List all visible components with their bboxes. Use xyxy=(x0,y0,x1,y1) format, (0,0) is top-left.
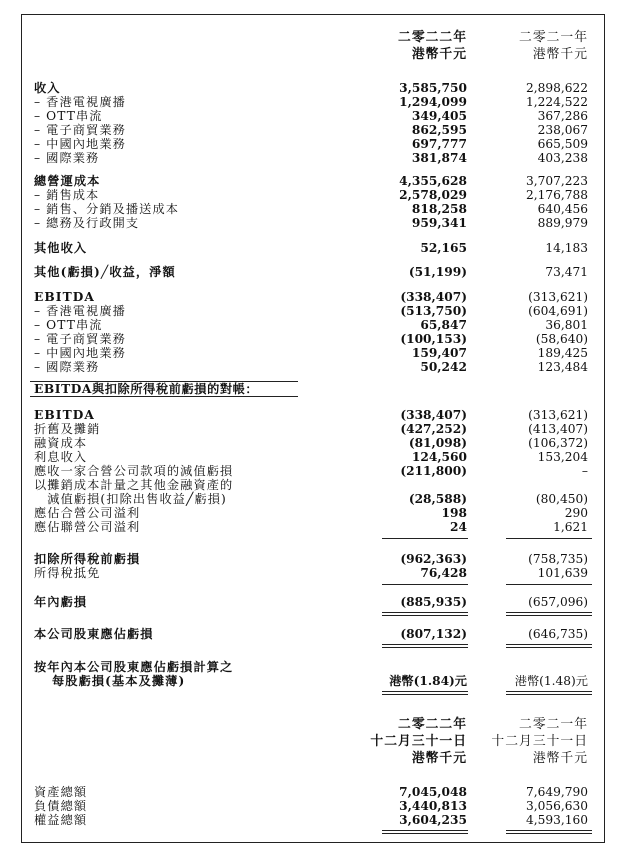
eps-rule-2021-b xyxy=(506,694,592,695)
loss-owners-2022: (807,132) xyxy=(400,627,467,641)
ebitda-item-row xyxy=(0,346,625,360)
tax-2021: 101,639 xyxy=(537,566,588,580)
revenue-item-2021: 1,224,522 xyxy=(525,95,588,109)
recon-2021: (80,450) xyxy=(535,492,588,506)
ebitda-label: EBITDA xyxy=(34,290,95,304)
balance-2021: 7,649,790 xyxy=(525,785,588,799)
recon-2022: (338,407) xyxy=(400,408,467,422)
ebitda-item-label: – 中國內地業務 xyxy=(34,346,126,360)
tax-label: 所得稅抵免 xyxy=(34,566,101,580)
revenue-item-2022: 862,595 xyxy=(411,123,467,137)
revenue-item-2021: 665,509 xyxy=(537,137,588,151)
revenue-item-row xyxy=(0,109,625,123)
opcost-item-2022: 959,341 xyxy=(411,216,467,230)
recon-2022: 198 xyxy=(441,506,467,520)
recon-2021: (106,372) xyxy=(528,436,588,450)
opcost-item-2021: 889,979 xyxy=(537,216,588,230)
loss-owners-row xyxy=(0,627,625,641)
revenue-item-2021: 403,238 xyxy=(537,151,588,165)
header-year-2021: 二零二一年 xyxy=(519,30,588,45)
revenue-item-label: – 香港電視廣播 xyxy=(34,95,126,109)
pretax-row xyxy=(0,552,625,566)
ebitda-2021: (313,621) xyxy=(528,290,588,304)
opcost-item-label: – 總務及行政開支 xyxy=(34,216,140,230)
balance-date-2021: 十二月三十一日 xyxy=(491,734,588,749)
other-income-label: 其他收入 xyxy=(34,241,88,255)
balance-2021: 3,056,630 xyxy=(525,799,588,813)
loss-owners-label: 本公司股東應佔虧損 xyxy=(34,627,154,641)
recon-row xyxy=(0,478,625,492)
ebitda-item-2021: 36,801 xyxy=(545,318,588,332)
ebitda-item-label: – OTT串流 xyxy=(34,318,103,332)
subtotal-rule-2022 xyxy=(382,538,468,539)
eps-label-line1: 按年內本公司股東應佔虧損計算之 xyxy=(34,660,234,674)
tax-row xyxy=(0,566,625,580)
recon-2021: (313,621) xyxy=(528,408,588,422)
revenue-2022: 3,585,750 xyxy=(399,81,467,95)
ebitda-item-2021: 189,425 xyxy=(537,346,588,360)
recon-label: 融資成本 xyxy=(34,436,88,450)
revenue-item-row xyxy=(0,95,625,109)
eps-row-1 xyxy=(0,660,625,674)
revenue-item-row xyxy=(0,123,625,137)
double-rule-2022-d xyxy=(382,647,468,648)
recon-2021: 153,204 xyxy=(537,450,588,464)
loss-year-2022: (885,935) xyxy=(400,595,467,609)
ebitda-item-2022: (100,153) xyxy=(400,332,467,346)
pretax-label: 扣除所得稅前虧損 xyxy=(34,552,141,566)
balance-label: 資產總額 xyxy=(34,785,88,799)
tax-2022: 76,428 xyxy=(420,566,467,580)
double-rule-2022-a xyxy=(382,612,468,613)
balance-2021: 4,593,160 xyxy=(525,813,588,827)
eps-rule-2022-a xyxy=(382,691,468,692)
balance-label: 權益總額 xyxy=(34,813,88,827)
recon-2021: 290 xyxy=(564,506,588,520)
loss-year-label: 年內虧損 xyxy=(34,595,88,609)
ebitda-item-2022: (513,750) xyxy=(400,304,467,318)
ebitda-item-2022: 50,242 xyxy=(420,360,467,374)
recon-label: 應收一家合營公司款項的減值虧損 xyxy=(34,464,234,478)
double-rule-2022-b xyxy=(382,615,468,616)
double-rule-2022-c xyxy=(382,644,468,645)
tax-rule-2021 xyxy=(506,584,592,585)
opcost-item-label: – 銷售、分銷及播送成本 xyxy=(34,202,180,216)
ebitda-item-row xyxy=(0,360,625,374)
opcost-2022: 4,355,628 xyxy=(399,174,467,188)
double-rule-2021-a xyxy=(506,612,592,613)
recon-2022: 124,560 xyxy=(411,450,467,464)
opcost-2021: 3,707,223 xyxy=(525,174,588,188)
loss-year-row xyxy=(0,595,625,609)
ebitda-row xyxy=(0,290,625,304)
opcost-item-row xyxy=(0,216,625,230)
header-year-2022: 二零二二年 xyxy=(398,30,467,45)
balance-row xyxy=(0,785,625,799)
recon-label: 減值虧損(扣除出售收益╱虧損) xyxy=(34,492,227,506)
header-unit-2022: 港幣千元 xyxy=(411,47,467,62)
recon-label: EBITDA xyxy=(34,408,95,422)
recon-2021: (413,407) xyxy=(528,422,588,436)
opcost-item-2021: 2,176,788 xyxy=(525,188,588,202)
double-rule-2021-c xyxy=(506,644,592,645)
revenue-item-label: – 電子商貿業務 xyxy=(34,123,126,137)
reconciliation-title-row xyxy=(0,382,625,396)
tax-rule-2022 xyxy=(382,584,468,585)
opcost-label: 總營運成本 xyxy=(34,174,101,188)
recon-2022: (211,800) xyxy=(400,464,467,478)
loss-owners-2021: (646,735) xyxy=(528,627,588,641)
ebitda-item-row xyxy=(0,332,625,346)
revenue-item-2022: 349,405 xyxy=(411,109,467,123)
revenue-item-label: – OTT串流 xyxy=(34,109,103,123)
revenue-item-row xyxy=(0,137,625,151)
reconciliation-title: EBITDA與扣除所得稅前虧損的對帳： xyxy=(34,382,259,396)
revenue-item-row xyxy=(0,151,625,165)
revenue-item-label: – 國際業務 xyxy=(34,151,100,165)
balance-year-2021: 二零二一年 xyxy=(519,717,588,732)
balance-rule-2021-b xyxy=(506,833,592,834)
opcost-row xyxy=(0,174,625,188)
eps-2021: 港幣(1.48)元 xyxy=(514,674,588,688)
header-unit-2021: 港幣千元 xyxy=(532,47,588,62)
revenue-item-2022: 381,874 xyxy=(411,151,467,165)
ebitda-item-label: – 電子商貿業務 xyxy=(34,332,126,346)
ebitda-item-2021: (58,640) xyxy=(535,332,588,346)
balance-2022: 3,604,235 xyxy=(399,813,467,827)
eps-2022: 港幣(1.84)元 xyxy=(389,674,467,688)
balance-rule-2022-b xyxy=(382,833,468,834)
recon-row xyxy=(0,450,625,464)
loss-year-2021: (657,096) xyxy=(528,595,588,609)
balance-2022: 3,440,813 xyxy=(399,799,467,813)
opcost-item-label: – 銷售成本 xyxy=(34,188,100,202)
revenue-row xyxy=(0,81,625,95)
revenue-item-2022: 1,294,099 xyxy=(399,95,467,109)
eps-row-2 xyxy=(0,674,625,688)
recon-2022: 24 xyxy=(450,520,467,534)
ebitda-2022: (338,407) xyxy=(400,290,467,304)
pretax-2022: (962,363) xyxy=(400,552,467,566)
recon-label: 折舊及攤銷 xyxy=(34,422,101,436)
ebitda-item-row xyxy=(0,318,625,332)
recon-2022: (81,098) xyxy=(408,436,467,450)
revenue-item-label: – 中國內地業務 xyxy=(34,137,126,151)
pretax-2021: (758,735) xyxy=(528,552,588,566)
ebitda-item-2022: 159,407 xyxy=(411,346,467,360)
balance-unit-2022: 港幣千元 xyxy=(411,751,467,766)
recon-label: 以攤銷成本計量之其他金融資產的 xyxy=(34,478,234,492)
recon-row xyxy=(0,506,625,520)
ebitda-item-label: – 香港電視廣播 xyxy=(34,304,126,318)
ebitda-item-label: – 國際業務 xyxy=(34,360,100,374)
revenue-item-2021: 238,067 xyxy=(537,123,588,137)
recon-row xyxy=(0,492,625,506)
revenue-2021: 2,898,622 xyxy=(525,81,588,95)
recon-row xyxy=(0,520,625,534)
double-rule-2021-d xyxy=(506,647,592,648)
recon-2022: (28,588) xyxy=(408,492,467,506)
recon-2021: 1,621 xyxy=(553,520,588,534)
recon-row xyxy=(0,464,625,478)
revenue-label: 收入 xyxy=(34,81,61,95)
subtotal-rule-2021 xyxy=(506,538,592,539)
other-gains-2021: 73,471 xyxy=(545,265,588,279)
other-income-row xyxy=(0,241,625,255)
balance-rule-2022-a xyxy=(382,830,468,831)
recon-row xyxy=(0,422,625,436)
balance-label: 負債總額 xyxy=(34,799,88,813)
opcost-item-row xyxy=(0,202,625,216)
opcost-item-2022: 818,258 xyxy=(411,202,467,216)
balance-year-2022: 二零二二年 xyxy=(398,717,467,732)
eps-rule-2021-a xyxy=(506,691,592,692)
ebitda-item-2021: 123,484 xyxy=(537,360,588,374)
other-gains-2022: (51,199) xyxy=(408,265,467,279)
eps-label-line2: 每股虧損(基本及攤薄) xyxy=(52,674,186,688)
balance-row xyxy=(0,799,625,813)
revenue-item-2021: 367,286 xyxy=(537,109,588,123)
other-gains-label: 其他(虧損)╱收益，淨額 xyxy=(34,265,176,279)
other-gains-row xyxy=(0,265,625,279)
opcost-item-row xyxy=(0,188,625,202)
recon-label: 利息收入 xyxy=(34,450,88,464)
opcost-item-2022: 2,578,029 xyxy=(399,188,467,202)
eps-rule-2022-b xyxy=(382,694,468,695)
ebitda-item-2021: (604,691) xyxy=(528,304,588,318)
revenue-item-2022: 697,777 xyxy=(411,137,467,151)
ebitda-item-2022: 65,847 xyxy=(420,318,467,332)
opcost-item-2021: 640,456 xyxy=(537,202,588,216)
recon-2022: (427,252) xyxy=(400,422,467,436)
recon-row xyxy=(0,436,625,450)
recon-2021: – xyxy=(581,464,588,478)
other-income-2021: 14,183 xyxy=(545,241,588,255)
ebitda-item-row xyxy=(0,304,625,318)
other-income-2022: 52,165 xyxy=(420,241,467,255)
recon-row xyxy=(0,408,625,422)
balance-rule-2021-a xyxy=(506,830,592,831)
balance-date-2022: 十二月三十一日 xyxy=(370,734,467,749)
balance-unit-2021: 港幣千元 xyxy=(532,751,588,766)
recon-label: 應佔合營公司溢利 xyxy=(34,506,141,520)
balance-row xyxy=(0,813,625,827)
recon-label: 應佔聯營公司溢利 xyxy=(34,520,141,534)
double-rule-2021-b xyxy=(506,615,592,616)
balance-2022: 7,045,048 xyxy=(399,785,467,799)
